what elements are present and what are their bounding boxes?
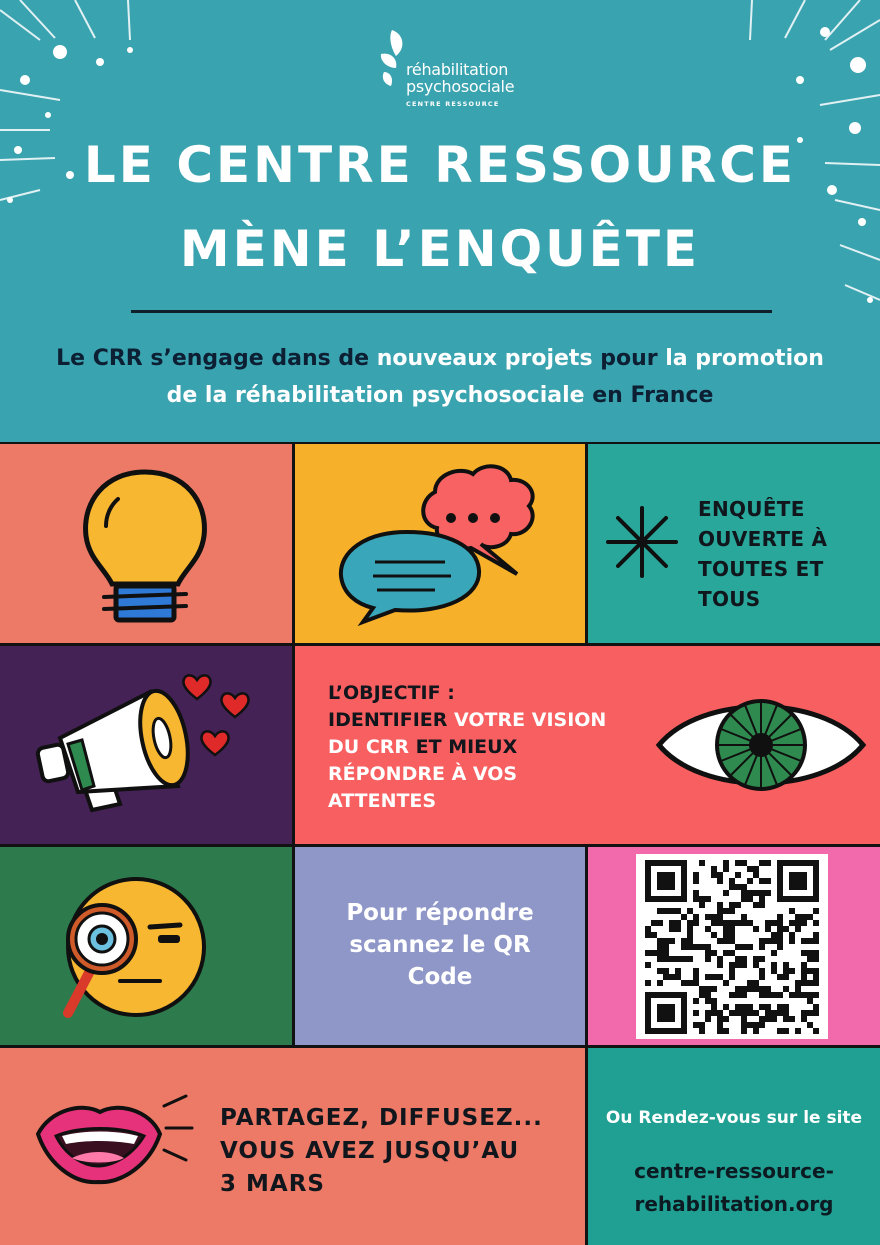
website-lead: Ou Rendez-vous sur le site xyxy=(605,1108,863,1128)
logo-line2: psychosociale xyxy=(406,77,515,96)
open-survey-text xyxy=(698,494,827,614)
shouting-lips-icon xyxy=(0,1048,200,1245)
cell-qr-instructions xyxy=(295,847,585,1045)
objective-line5: ATTENTES xyxy=(328,790,437,812)
objective-line2 xyxy=(328,707,606,734)
logo-leaf-icon xyxy=(378,28,408,98)
cell-megaphone xyxy=(0,646,292,844)
objective-line4: RÉPONDRE À VOS xyxy=(328,763,518,785)
intro-text xyxy=(40,340,840,414)
info-grid xyxy=(0,442,880,1245)
share-line2: VOUS AVEZ JUSQU’AU xyxy=(220,1138,520,1164)
share-line1: PARTAGEZ, DIFFUSEZ... xyxy=(220,1105,543,1131)
eye-icon xyxy=(651,690,871,800)
objective-text xyxy=(328,680,606,815)
website-url-line2: rehabilitation.org xyxy=(634,1192,834,1216)
lightbulb-icon xyxy=(0,444,292,643)
open-survey-line2: OUVERTE À xyxy=(698,527,828,551)
heart-icon xyxy=(180,672,214,702)
qr-line2: scannez le QR xyxy=(349,932,531,958)
cell-website xyxy=(588,1048,880,1245)
intro-part2: nouveaux projets xyxy=(376,346,593,371)
intro-part4: la promotion xyxy=(665,346,824,371)
intro-part1: Le CRR s’engage dans de xyxy=(56,346,377,371)
divider xyxy=(131,310,772,313)
qr-code[interactable] xyxy=(636,854,828,1039)
cell-lightbulb xyxy=(0,444,292,643)
header xyxy=(0,0,880,442)
objective-line1: L’OBJECTIF : xyxy=(328,682,455,704)
cell-open-survey xyxy=(588,444,880,643)
logo xyxy=(378,28,548,110)
qr-instructions-text xyxy=(295,897,585,993)
objective-line3a: DU CRR xyxy=(328,736,410,758)
intro-part6: en France xyxy=(584,383,714,408)
objective-line3 xyxy=(328,734,606,761)
share-text xyxy=(220,1102,543,1201)
cell-detective xyxy=(0,847,292,1045)
cell-objective xyxy=(295,646,880,844)
intro-part5: de la réhabilitation psychosociale xyxy=(166,383,585,408)
speech-bubbles-icon xyxy=(295,444,585,643)
logo-line1: réhabilitation xyxy=(406,60,509,79)
objective-line2a: IDENTIFIER xyxy=(328,709,455,731)
website-url[interactable] xyxy=(588,1155,880,1221)
open-survey-line3: TOUTES ET xyxy=(698,557,824,581)
heart-icon xyxy=(218,690,252,720)
qr-line3: Code xyxy=(407,964,473,990)
website-url-line1: centre-ressource- xyxy=(634,1159,834,1183)
objective-line2b: VOTRE VISION xyxy=(454,709,607,731)
qr-line1: Pour répondre xyxy=(346,900,534,926)
page-title-line2: MÈNE L’ENQUÊTE xyxy=(179,220,701,278)
objective-line3b: ET MIEUX xyxy=(409,736,518,758)
cell-share xyxy=(0,1048,585,1245)
detective-face-icon xyxy=(0,847,292,1045)
megaphone-icon xyxy=(0,646,292,844)
qr-code-pattern xyxy=(636,854,828,1039)
asterisk-icon xyxy=(602,502,682,582)
cell-chat xyxy=(295,444,585,643)
page-title-line1: LE CENTRE RESSOURCE xyxy=(83,136,797,194)
share-line3: 3 MARS xyxy=(220,1171,325,1197)
open-survey-line1: ENQUÊTE xyxy=(698,497,805,521)
cell-qr xyxy=(588,847,880,1045)
intro-part3: pour xyxy=(592,346,666,371)
logo-line3: CENTRE RESSOURCE xyxy=(406,100,500,108)
open-survey-line4: TOUS xyxy=(698,587,761,611)
heart-icon xyxy=(198,728,232,758)
